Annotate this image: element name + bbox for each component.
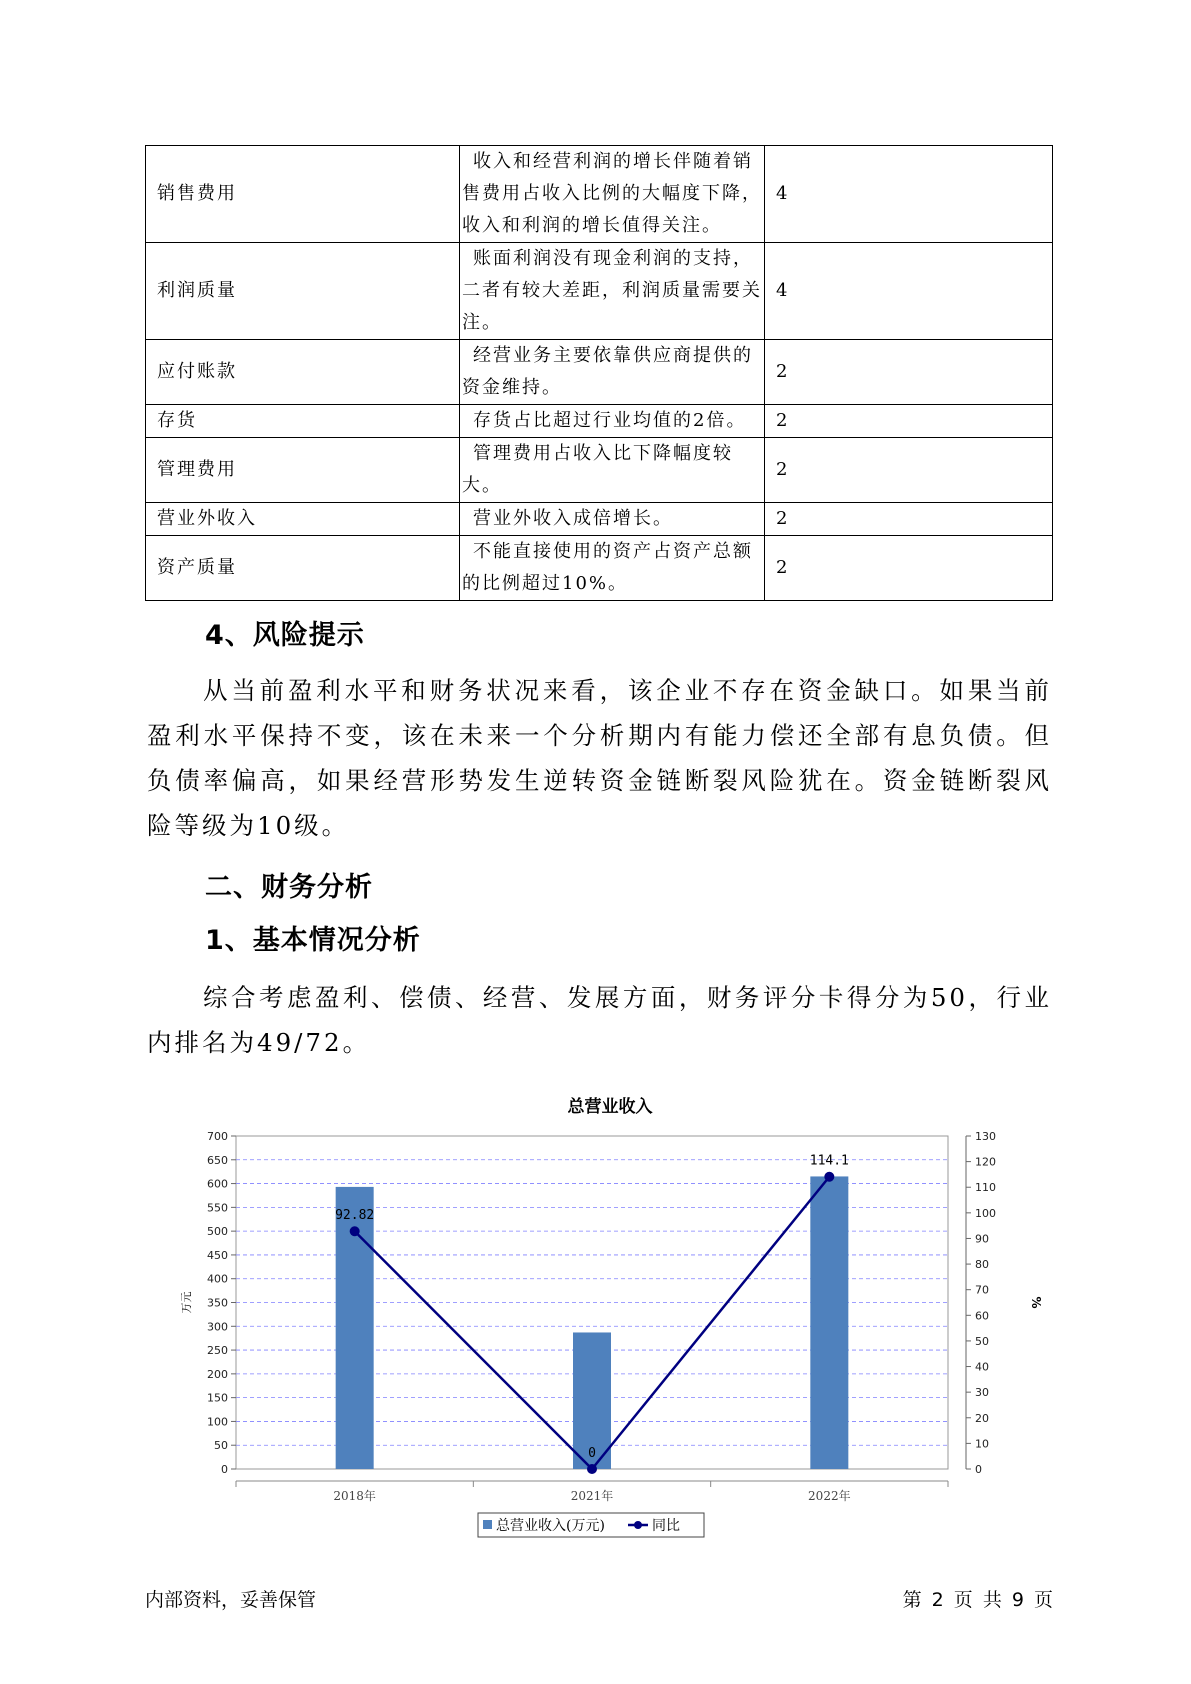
y-tick-label: 250 — [207, 1344, 228, 1358]
risk-score-cell: 2 — [765, 503, 1053, 536]
y-right-tick-label: 110 — [975, 1181, 996, 1195]
table-row — [146, 146, 1053, 243]
y-right-tick-label: 20 — [975, 1411, 989, 1425]
revenue-chart — [170, 1085, 1050, 1545]
sub1-heading: 1、基本情况分析 — [205, 925, 421, 956]
y-tick-label: 50 — [214, 1439, 228, 1453]
y-axis-label: 万元 — [180, 1291, 193, 1314]
x-tick-label: 2022年 — [808, 1489, 851, 1503]
risk-item-cell: 存货 — [146, 405, 460, 438]
yoy-data-label: 92.82 — [335, 1208, 375, 1224]
y-right-tick-label: 130 — [975, 1130, 996, 1143]
risk-description-cell: 不能直接使用的资产占资产总额的比例超过10%。 — [460, 536, 765, 601]
risk-score-cell: 2 — [765, 405, 1053, 438]
revenue-chart-svg — [170, 1085, 1050, 1545]
legend-line-label: 同比 — [652, 1518, 680, 1534]
revenue-bar — [810, 1176, 848, 1469]
y-tick-label: 450 — [207, 1248, 228, 1262]
risk-description-cell: 管理费用占收入比下降幅度较大。 — [460, 438, 765, 503]
y-right-axis-label: % — [1029, 1296, 1043, 1309]
footer-page-number: 第 2 页 共 9 页 — [902, 1589, 1053, 1611]
risk-table-body — [146, 146, 1053, 601]
y-tick-label: 550 — [207, 1201, 228, 1215]
y-tick-label: 350 — [207, 1296, 228, 1310]
chart-title: 总营业收入 — [567, 1097, 653, 1117]
table-row — [146, 405, 1053, 438]
y-tick-label: 500 — [207, 1225, 228, 1239]
y-right-tick-label: 10 — [975, 1437, 989, 1451]
risk-table — [145, 145, 1053, 601]
y-right-tick-label: 70 — [975, 1283, 989, 1297]
footer-confidential: 内部资料，妥善保管 — [145, 1589, 317, 1611]
yoy-data-label: 0 — [588, 1446, 596, 1461]
y-tick-label: 0 — [221, 1463, 228, 1476]
risk-score-cell: 2 — [765, 438, 1053, 503]
y-tick-label: 600 — [207, 1177, 228, 1191]
y-right-tick-label: 50 — [975, 1334, 989, 1348]
legend-bar-label: 总营业收入(万元) — [496, 1518, 605, 1534]
risk-score-cell: 2 — [765, 536, 1053, 601]
risk-item-cell: 利润质量 — [146, 243, 460, 340]
yoy-point — [824, 1172, 834, 1182]
risk-score-cell: 4 — [765, 243, 1053, 340]
x-tick-label: 2018年 — [333, 1489, 376, 1503]
table-row — [146, 503, 1053, 536]
risk-item-cell: 销售费用 — [146, 146, 460, 243]
section4-paragraph: 从当前盈利水平和财务状况来看，该企业不存在资金缺口。如果当前盈利水平保持不变，该在未来一个分析期内有能力偿还全部有息负债。但负债率偏高，如果经营形势发生逆转资金链断裂风险犹在。资金链断裂风险等级为10级。 — [147, 676, 1052, 840]
y-right-tick-label: 30 — [975, 1386, 989, 1400]
risk-description-cell: 收入和经营利润的增长伴随着销售费用占收入比例的大幅度下降，收入和利润的增长值得关注。 — [460, 146, 765, 243]
table-row — [146, 536, 1053, 601]
section4-heading: 4、风险提示 — [205, 620, 365, 651]
risk-item-cell: 应付账款 — [146, 340, 460, 405]
part2-heading: 二、财务分析 — [205, 872, 373, 903]
y-tick-label: 100 — [207, 1415, 228, 1429]
risk-description-cell: 存货占比超过行业均值的2倍。 — [460, 405, 765, 438]
y-right-tick-label: 0 — [975, 1463, 982, 1476]
y-tick-label: 700 — [207, 1130, 228, 1143]
y-tick-label: 150 — [207, 1391, 228, 1405]
x-tick-label: 2021年 — [570, 1489, 614, 1503]
y-right-tick-label: 100 — [975, 1206, 996, 1220]
risk-score-cell: 4 — [765, 146, 1053, 243]
y-tick-label: 200 — [207, 1367, 228, 1381]
risk-score-cell: 2 — [765, 340, 1053, 405]
y-right-tick-label: 120 — [975, 1155, 996, 1169]
risk-item-cell: 营业外收入 — [146, 503, 460, 536]
risk-description-cell: 账面利润没有现金利润的支持，二者有较大差距，利润质量需要关注。 — [460, 243, 765, 340]
y-right-tick-label: 60 — [975, 1309, 989, 1323]
yoy-data-label: 114.1 — [809, 1153, 849, 1169]
table-row — [146, 438, 1053, 503]
y-tick-label: 300 — [207, 1320, 228, 1334]
y-right-tick-label: 40 — [975, 1360, 989, 1374]
risk-item-cell: 资产质量 — [146, 536, 460, 601]
y-right-tick-label: 80 — [975, 1258, 989, 1272]
sub1-paragraph: 综合考虑盈利、偿债、经营、发展方面，财务评分卡得分为50，行业内排名为49/72。 — [147, 983, 1052, 1057]
legend-bar-swatch — [483, 1520, 492, 1529]
table-row — [146, 243, 1053, 340]
y-tick-label: 650 — [207, 1153, 228, 1167]
y-tick-label: 400 — [207, 1272, 228, 1286]
y-right-tick-label: 90 — [975, 1232, 989, 1246]
risk-description-cell: 经营业务主要依靠供应商提供的资金维持。 — [460, 340, 765, 405]
yoy-point — [587, 1464, 597, 1474]
table-row — [146, 340, 1053, 405]
yoy-point — [350, 1226, 360, 1236]
risk-item-cell: 管理费用 — [146, 438, 460, 503]
risk-description-cell: 营业外收入成倍增长。 — [460, 503, 765, 536]
legend-line-marker — [634, 1521, 642, 1529]
